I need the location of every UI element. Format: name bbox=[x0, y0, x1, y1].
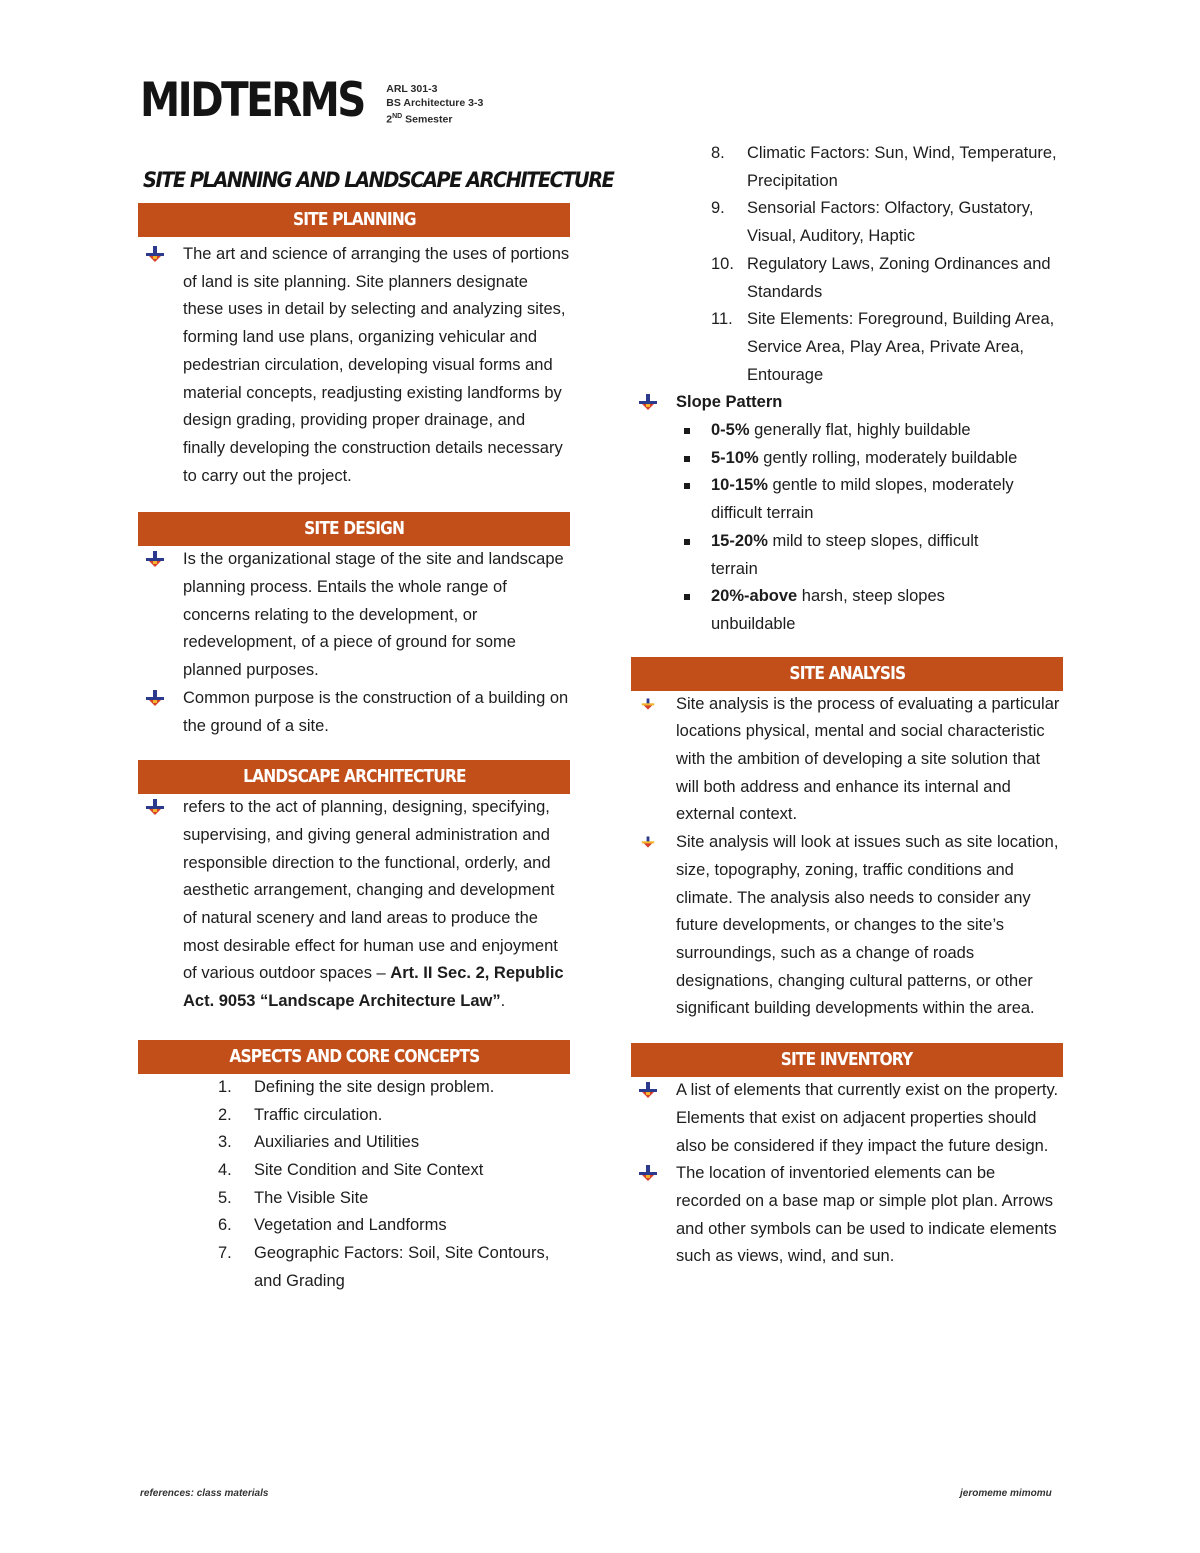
law-reference: Art. II Sec. 2, Republic Act. 9053 “Landscape Architecture Law” bbox=[183, 964, 564, 1011]
list-item: 10-15% gentle to mild slopes, moderately difficult terrain bbox=[631, 472, 1063, 527]
list-item: The location of inventoried elements can be recorded on a base map or simple plot plan. Arrows and other symbols can be used to indicate elements such as views, wind, and sun. bbox=[631, 1160, 1063, 1271]
midterms-title: MIDTERMS bbox=[140, 73, 364, 128]
square-bullet-icon bbox=[684, 483, 690, 489]
list-item: 5. The Visible Site bbox=[218, 1188, 369, 1207]
document-title: SITE PLANNING AND LANDSCAPE ARCHITECTURE bbox=[143, 168, 614, 192]
list-item: 3. Auxiliaries and Utilities bbox=[218, 1133, 420, 1152]
aspects-list-continued bbox=[631, 140, 1063, 389]
list-item: Site analysis will look at issues such as site location, size, topography, zoning, traffic conditions and climate. The analysis also needs to consider any future developments, or changes to the site’s surroundings, such as a change of roads designations, changing cultural patterns, or other significant building developments within the area. bbox=[631, 829, 1063, 1023]
site-planning-bullets bbox=[138, 241, 570, 490]
square-bullet-icon bbox=[684, 428, 690, 434]
left-column bbox=[138, 203, 570, 1296]
section-heading-aspects: ASPECTS AND CORE CONCEPTS bbox=[138, 1040, 570, 1074]
site-inventory-bullets bbox=[631, 1077, 1063, 1271]
list-item: 9. Sensorial Factors: Olfactory, Gustatory, Visual, Auditory, Haptic bbox=[711, 199, 1034, 246]
list-item: 8. Climatic Factors: Sun, Wind, Temperature, Precipitation bbox=[711, 144, 1057, 190]
site-design-bullets bbox=[138, 546, 570, 740]
section-heading-site-analysis: SITE ANALYSIS bbox=[631, 657, 1063, 691]
list-item: 5-10% gently rolling, moderately buildable bbox=[631, 445, 1063, 473]
course-code: ARL 301-3 bbox=[386, 83, 438, 95]
square-bullet-icon bbox=[684, 539, 690, 545]
page-header bbox=[140, 73, 484, 128]
right-column bbox=[631, 140, 1063, 1271]
arrow-down-icon bbox=[146, 799, 164, 815]
program-name: BS Architecture 3-3 bbox=[386, 97, 484, 109]
arrow-down-icon bbox=[146, 690, 164, 706]
aspects-list bbox=[138, 1074, 570, 1296]
list-item: 2. Traffic circulation. bbox=[218, 1105, 383, 1124]
slope-pattern-list bbox=[631, 417, 1063, 639]
list-item: The art and science of arranging the uses of portions of land is site planning. Site planners designate these uses in detail by selecting and analyzing sites, forming land use plans, organizing vehicular and pedestrian circulation, developing visual forms and material concepts, readjusting existing landforms by design grading, providing proper drainage, and finally developing the construction details necessary to carry out the project. bbox=[138, 241, 570, 490]
semester: 2ND Semester bbox=[386, 113, 453, 126]
slope-pattern-heading: Slope Pattern bbox=[631, 389, 1063, 417]
square-bullet-icon bbox=[684, 594, 690, 600]
arrow-down-icon bbox=[146, 551, 164, 567]
site-analysis-bullets bbox=[631, 691, 1063, 1023]
list-item: 11. Site Elements: Foreground, Building Area, Service Area, Play Area, Private Area, Entourage bbox=[711, 310, 1055, 384]
arrow-down-icon bbox=[642, 698, 655, 709]
section-heading-site-design: SITE DESIGN bbox=[138, 512, 570, 546]
footer-author: jeromeme mimomu bbox=[960, 1488, 1052, 1499]
section-heading-landscape-architecture: LANDSCAPE ARCHITECTURE bbox=[138, 760, 570, 794]
arrow-down-icon bbox=[639, 394, 657, 410]
arrow-down-icon bbox=[146, 246, 164, 262]
list-item: A list of elements that currently exist on the property. Elements that exist on adjacent properties should also be considered if they impact the future design. bbox=[631, 1077, 1063, 1160]
list-item: 20%-above harsh, steep slopes unbuildable bbox=[631, 583, 1063, 638]
list-item: 1. Defining the site design problem. bbox=[218, 1077, 495, 1096]
footer-references: references: class materials bbox=[140, 1488, 269, 1499]
arrow-down-icon bbox=[639, 1165, 657, 1181]
section-heading-site-inventory: SITE INVENTORY bbox=[631, 1043, 1063, 1077]
list-item: 15-20% mild to steep slopes, difficult terrain bbox=[631, 528, 1063, 583]
list-item: 10. Regulatory Laws, Zoning Ordinances and Standards bbox=[711, 254, 1051, 301]
landscape-bullets bbox=[138, 794, 570, 1016]
arrow-down-icon bbox=[639, 1082, 657, 1098]
list-item: 4. Site Condition and Site Context bbox=[218, 1160, 484, 1179]
course-meta bbox=[386, 82, 483, 127]
list-item: 6. Vegetation and Landforms bbox=[218, 1216, 447, 1235]
list-item: Site analysis is the process of evaluating a particular locations physical, mental and social characteristic with the ambition of developing a site solution that will both address and enhance its internal and external context. bbox=[631, 691, 1063, 830]
list-item: Common purpose is the construction of a building on the ground of a site. bbox=[138, 685, 570, 740]
list-item: Is the organizational stage of the site and landscape planning process. Entails the whole range of concerns relating to the development, or redevelopment, of a piece of ground for some planned purposes. bbox=[138, 546, 570, 685]
section-heading-site-planning: SITE PLANNING bbox=[138, 203, 570, 237]
arrow-down-icon bbox=[642, 837, 655, 848]
list-item: 0-5% generally flat, highly buildable bbox=[631, 417, 1063, 445]
list-item: 7. Geographic Factors: Soil, Site Contours, and Grading bbox=[218, 1244, 550, 1290]
square-bullet-icon bbox=[684, 456, 690, 462]
list-item: refers to the act of planning, designing, specifying, supervising, and giving general administration and responsible direction to the functional, orderly, and aesthetic arrangement, changing and development of natural scenery and land areas to produce the most desirable effect for human use and enjoyment of various outdoor spaces – Art. II Sec. 2, Republic Act. 9053 “Landscape Architecture Law”. bbox=[138, 794, 570, 1016]
